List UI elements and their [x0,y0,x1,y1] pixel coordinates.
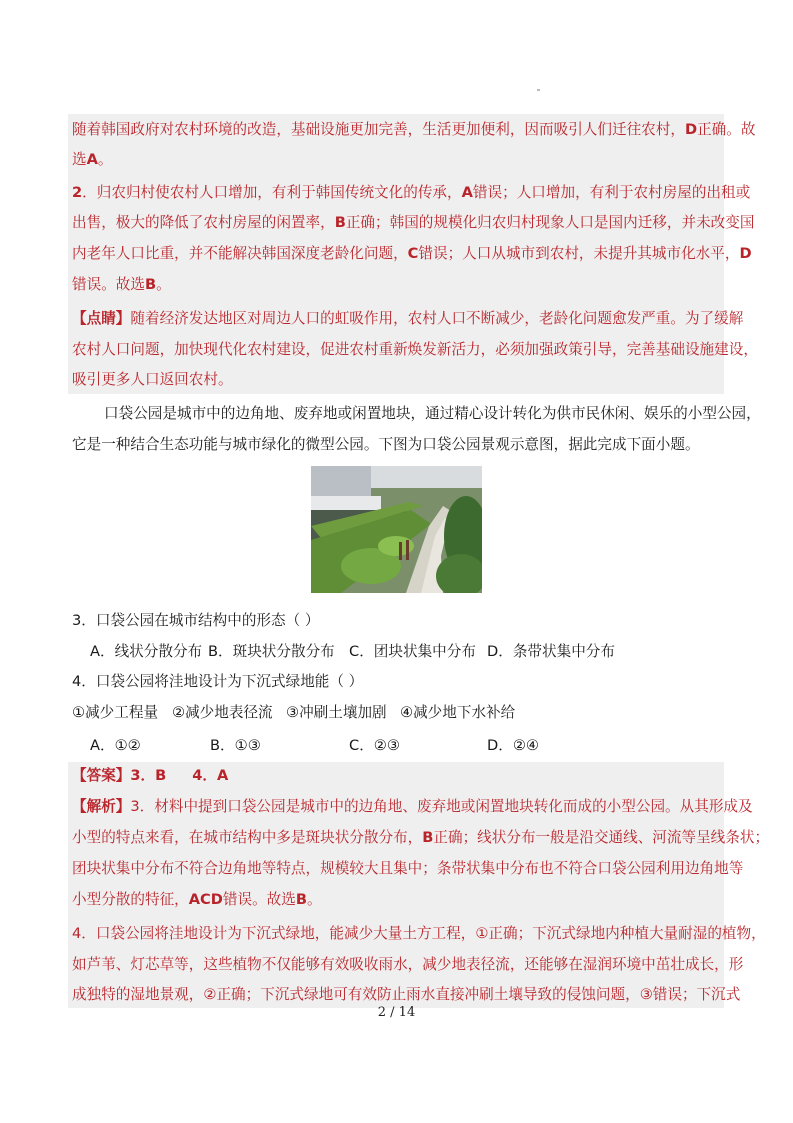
q4-option-d: D．②④ [487,737,539,754]
q4-item-2: ②减少地表径流 [172,704,273,721]
continuation-line-2: 选A。 [72,151,113,168]
dianjing-line-1: 【点睛】随着经济发达地区对周边人口的虹吸作用，农村人口不断减少，老龄化问题愈发严重。为了缓解 [72,310,744,327]
dianjing-line-3: 吸引更多人口返回农村。 [72,371,233,388]
answer2-line-1: 2．归农归村使农村人口增加，有利于韩国传统文化的传承，A错误；人口增加，有利于农村房屋的出租或 [72,184,751,201]
analysis-4-line-2: 如芦苇、灯芯草等，这些植物不仅能够有效吸收雨水，减少地表径流，还能够在湿润环境中茁壮成长，形 [72,956,744,973]
dianjing-line-2: 农村人口问题，加快现代化农村建设，促进农村重新焕发新活力，必须加强政策引导，完善基础设施建设， [72,341,758,358]
analysis-3-line-3: 团块状集中分布不符合边角地等特点，规模较大且集中；条带状集中分布也不符合口袋公园利用边角地等 [72,860,744,877]
q3-option-c: C．团块状集中分布 [349,643,476,660]
analysis-4-line-3: 成独特的湿地景观，②正确；下沉式绿地可有效防止雨水直接冲刷土壤导致的侵蚀问题，③错误；下沉式 [72,986,741,1003]
q4-option-b: B．①③ [210,737,261,754]
q4-option-a: A．①② [90,737,141,754]
page-number: 2 / 14 [377,1005,416,1020]
answer-key-line: 【答案】3．B 4．A [72,767,229,784]
analysis-3-line-4: 小型分散的特征，ACD错误。故选B。 [72,891,322,908]
analysis-3-line-2: 小型的特点来看，在城市结构中多是斑块状分散分布，B正确；线状分布一般是沿交通线、河流等呈线条状； [72,829,770,846]
answer2-line-3: 内老年人口比重，并不能解决韩国深度老龄化问题，C错误；人口从城市到农村，未提升其城市化水平，D [72,245,752,262]
answer2-line-2: 出售，极大的降低了农村房屋的闲置率，B正确；韩国的规模化归农归村现象人口是国内迁移，并未改变国 [72,214,755,231]
answer2-line-4: 错误。故选B。 [72,276,171,293]
intro-line-2: 它是一种结合生态功能与城市绿化的微型公园。下图为口袋公园景观示意图，据此完成下面小题。 [72,436,700,453]
question-3-stem: 3．口袋公园在城市结构中的形态（ ） [72,612,320,629]
q4-option-c: C．②③ [349,737,400,754]
pocket-park-photo [311,466,482,593]
question-4-stem: 4．口袋公园将洼地设计为下沉式绿地能（ ） [72,673,364,690]
q4-item-1: ①减少工程量 [72,704,159,721]
continuation-line-1: 随着韩国政府对农村环境的改造，基础设施更加完善，生活更加便利，因而吸引人们迁往农村，D正确。故 [72,121,756,138]
analysis-4-line-1: 4．口袋公园将洼地设计为下沉式绿地，能减少大量土方工程，①正确；下沉式绿地内种植大量耐湿的植物， [72,925,766,942]
q3-option-d: D．条带状集中分布 [487,643,615,660]
q3-option-b: B．斑块状分散分布 [208,643,335,660]
q4-item-4: ④减少地下水补给 [400,704,516,721]
q4-item-3: ③冲刷土壤加剧 [286,704,387,721]
scan-speck [537,89,540,91]
analysis-3-line-1: 【解析】3．材料中提到口袋公园是城市中的边角地、废弃地或闲置地块转化而成的小型公园。从其形成及 [72,798,753,815]
q3-option-a: A．线状分散分布 [90,643,203,660]
intro-line-1: 口袋公园是城市中的边角地、废弃地或闲置地块，通过精心设计转化为供市民休闲、娱乐的小型公园， [104,405,761,422]
